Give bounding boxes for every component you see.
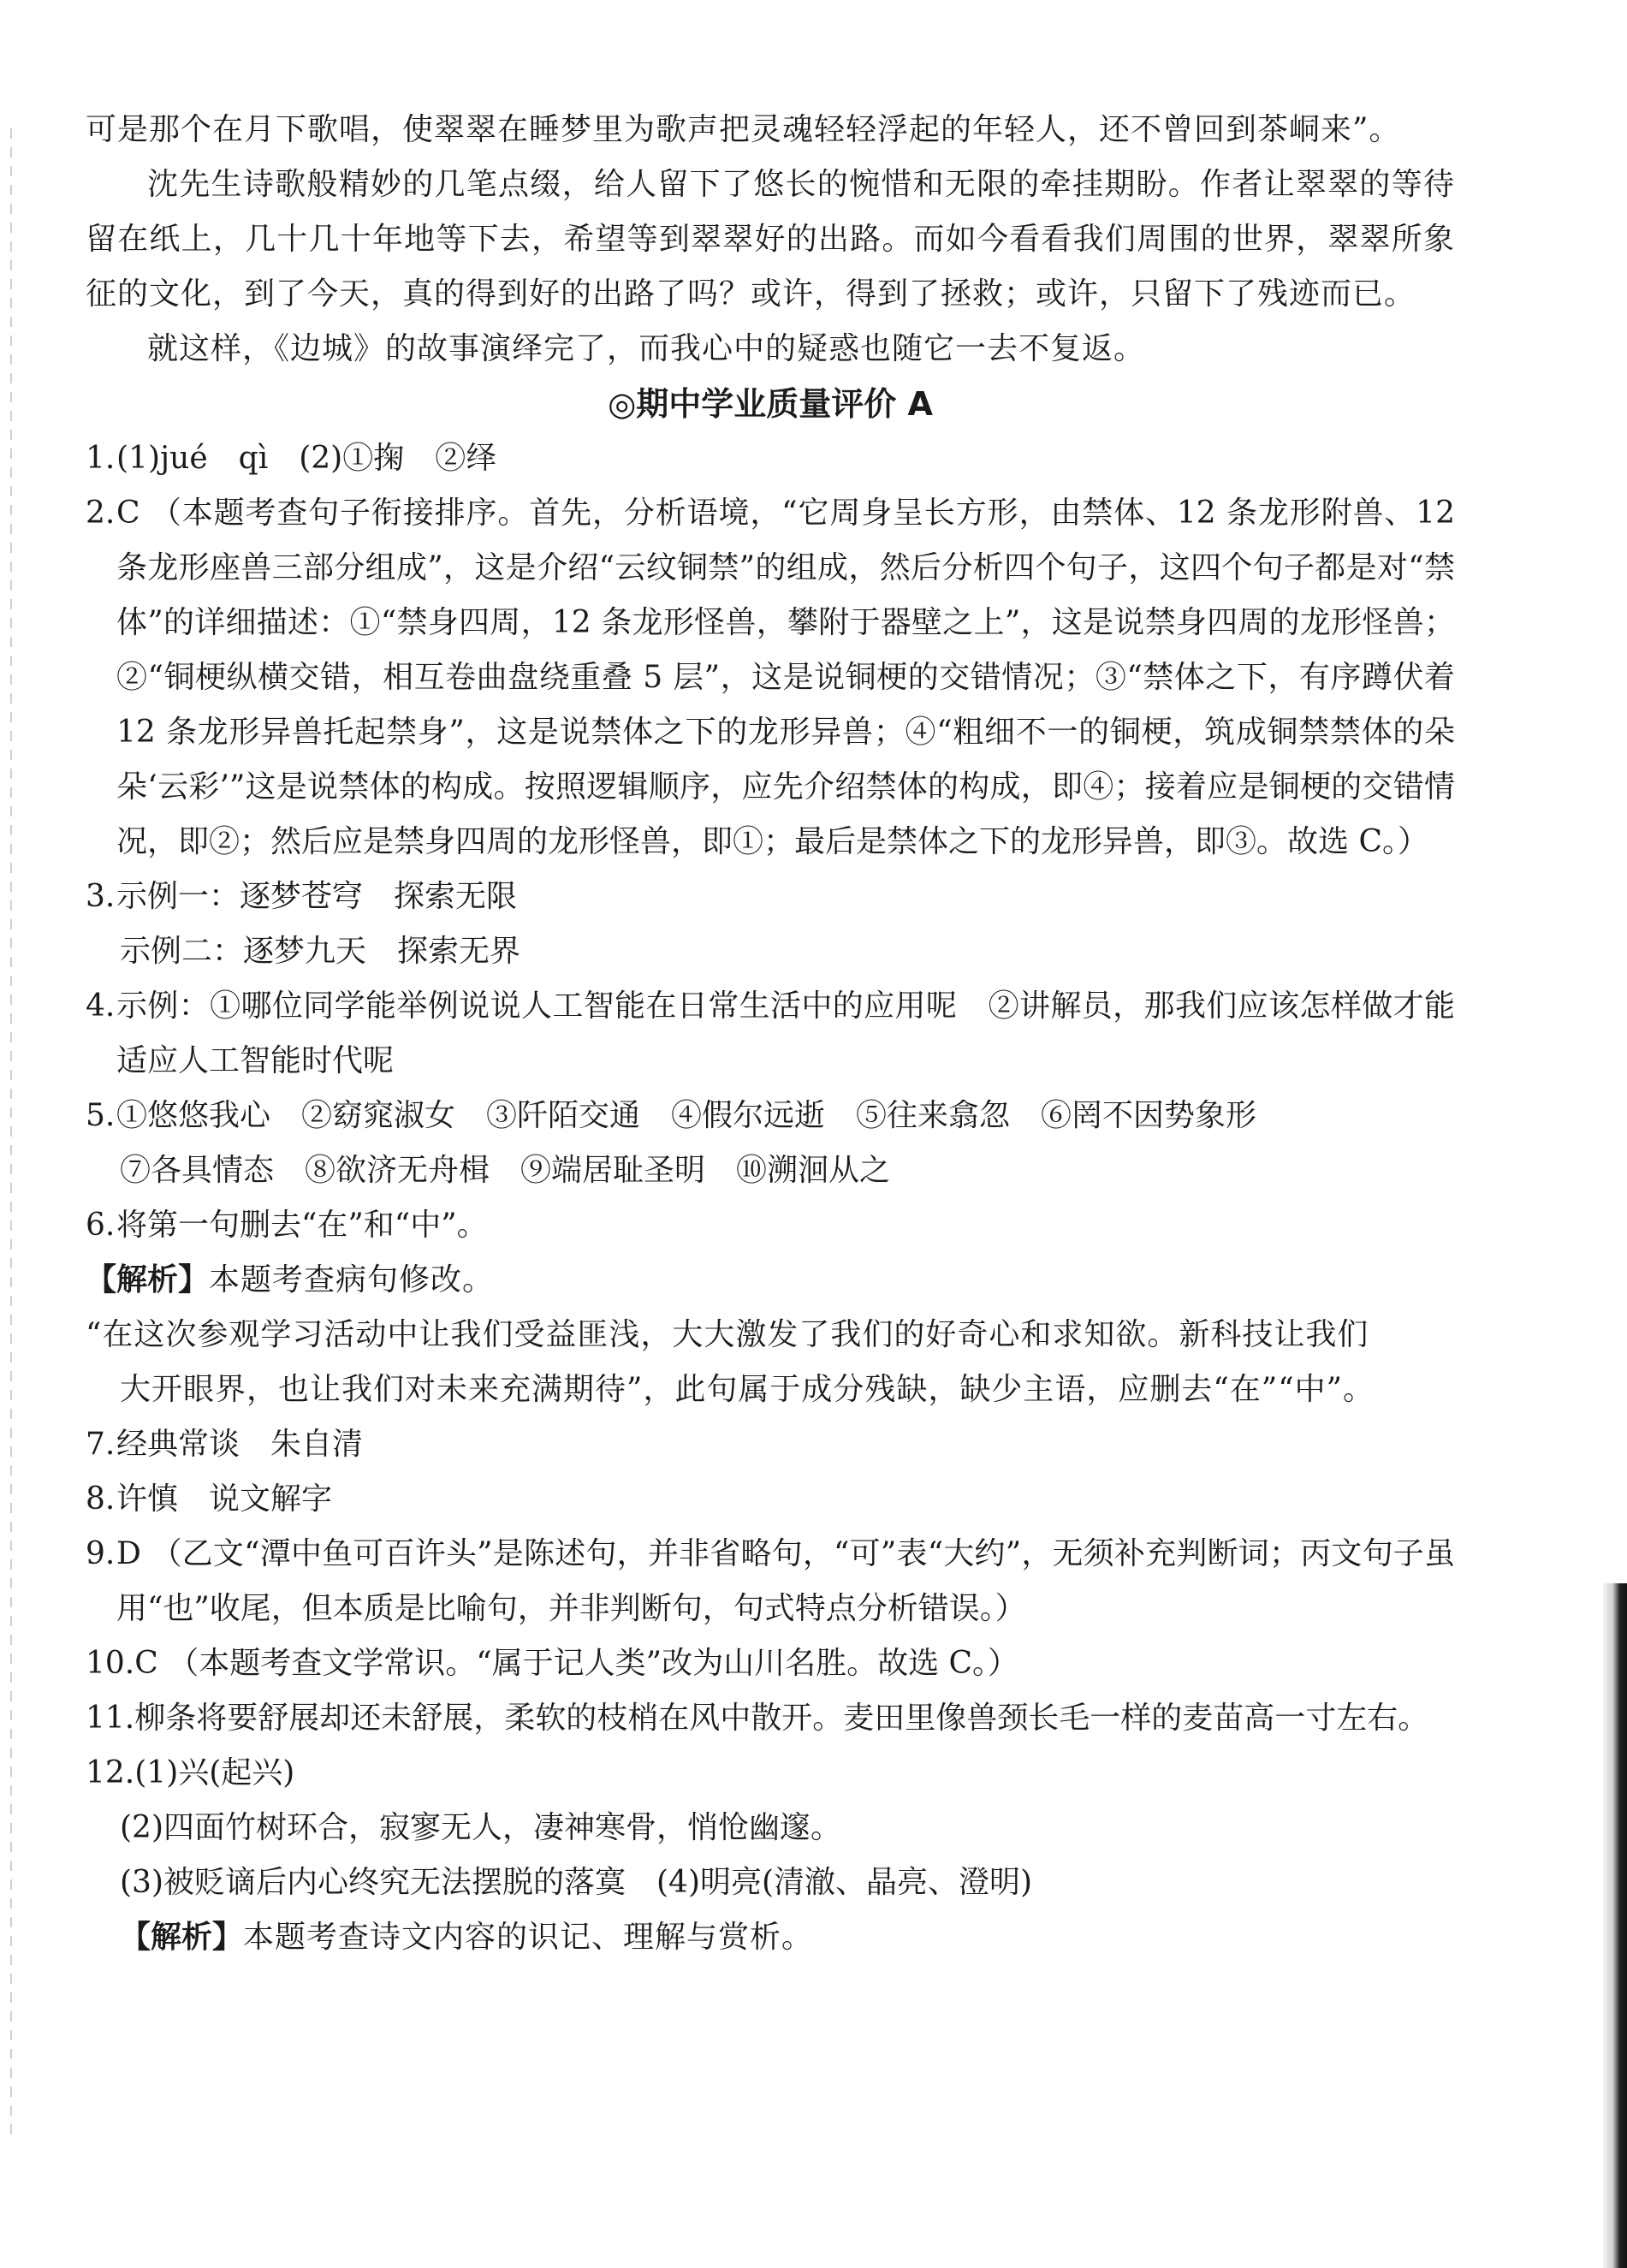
answer-number: 3. (86, 879, 116, 914)
answer-number: 1. (86, 441, 116, 476)
analysis-tag: 【解析】 (86, 1262, 210, 1297)
answer-text: 示例一：逐梦苍穹 探索无限 (116, 879, 518, 914)
answer-text: D （乙文“潭中鱼可百许头”是陈述句，并非省略句，“可”表“大约”，无须补充判断词；丙文句子虽用“也”收尾，但本质是比喻句，并非判断句，句式特点分析错误。） (116, 1536, 1455, 1626)
answer-item-11 (86, 1691, 1455, 1746)
answer-text: ①悠悠我心 ②窈窕淑女 ③阡陌交通 ④假尔远逝 ⑤往来翕忽 ⑥罔不因势象形 (116, 1098, 1257, 1133)
answer-item-7 (86, 1417, 1455, 1472)
answer-number: 12. (86, 1755, 135, 1790)
analysis-text: 本题考查诗文内容的识记、理解与赏析。 (243, 1920, 814, 1955)
answer-text: (1)jué qì (2)①掬 ②绎 (116, 441, 497, 476)
answer-number: 2. (86, 496, 116, 531)
analysis-12 (86, 1910, 1455, 1965)
answer-item-10 (86, 1636, 1455, 1691)
answer-text: 示例：①哪位同学能举例说说人工智能在日常生活中的应用呢 ②讲解员，那我们应该怎样做才能适应人工智能时代呢 (116, 989, 1455, 1078)
answer-text: 将第一句删去“在”和“中”。 (116, 1208, 488, 1243)
intro-paragraph-1: 可是那个在月下歌唱，使翠翠在睡梦里为歌声把灵魂轻轻浮起的年轻人，还不曾回到茶峒来”。 (86, 112, 1401, 147)
section-title: ◎期中学业质量评价 A (608, 385, 933, 423)
answer-item-6 (86, 1198, 1455, 1253)
answer-number: 10. (86, 1646, 135, 1681)
answer-item-12 (86, 1746, 1455, 1801)
answer-text: C （本题考查句子衔接排序。首先，分析语境，“它周身呈长方形，由禁体、12 条龙形附兽、12 条龙形座兽三部分组成”，这是介绍“云纹铜禁”的组成，然后分析四个句子，这四个句子都是对“禁体”的详细描述：①“禁身四周，12 条龙形怪兽，攀附于器壁之上”，这是说禁身四周的龙形怪兽；②“铜梗纵横交错，相互卷曲盘绕重叠 5 层”，这是说铜梗的交错情况；③“禁体之下，有序蹲伏着 12 条龙形异兽托起禁身”，这是说禁体之下的龙形异兽；④“粗细不一的铜梗，筑成铜禁禁体的朵朵‘云彩’”这是说禁体的构成。按照逻辑顺序，应先介绍禁体的构成，即④；接着应是铜梗的交错情况，即②；然后应是禁身四周的龙形怪兽，即①；最后是禁体之下的龙形异兽，即③。故选 C。） (116, 496, 1455, 859)
answer-number: 5. (86, 1098, 116, 1133)
answer-subline: (2)四面竹树环合，寂寥无人，凄神寒骨，悄怆幽邃。 (120, 1810, 841, 1845)
answer-text: C （本题考查文学常识。“属于记人类”改为山川名胜。故选 C。） (134, 1646, 1019, 1681)
answer-number: 6. (86, 1208, 116, 1243)
analysis-6 (86, 1253, 1455, 1308)
answer-item-9 (86, 1527, 1455, 1636)
answer-number: 4. (86, 989, 116, 1024)
answer-item-4 (86, 979, 1455, 1089)
answer-item-1 (86, 431, 1455, 486)
document-page (86, 103, 1455, 1965)
answer-subline: ⑦各具情态 ⑧欲济无舟楫 ⑨端居耻圣明 ⑩溯洄从之 (120, 1153, 891, 1188)
analysis-quote-line-1: “在这次参观学习活动中让我们受益匪浅，大大激发了我们的好奇心和求知欲。新科技让我们 (86, 1317, 1369, 1352)
answer-text: (1)兴(起兴) (134, 1755, 295, 1790)
answer-item-5 (86, 1089, 1455, 1143)
answer-text: 经典常谈 朱自清 (116, 1427, 364, 1462)
answer-item-3 (86, 870, 1455, 924)
answer-item-2 (86, 486, 1455, 870)
page-edge-left (10, 128, 12, 2140)
intro-paragraph-2: 沈先生诗歌般精妙的几笔点缀，给人留下了悠长的惋惜和无限的牵挂期盼。作者让翠翠的等待留在纸上，几十几十年地等下去，希望等到翠翠好的出路。而如今看看我们周围的世界，翠翠所象征的文化，到了今天，真的得到好的出路了吗？或许，得到了拯救；或许，只留下了残迹而已。 (86, 167, 1455, 312)
answer-number: 8. (86, 1481, 116, 1517)
answer-item-8 (86, 1472, 1455, 1527)
analysis-text: 本题考查病句修改。 (209, 1262, 495, 1297)
answer-number: 7. (86, 1427, 116, 1462)
intro-paragraph-3: 就这样，《边城》的故事演绎完了，而我心中的疑惑也随它一去不复返。 (147, 331, 1146, 366)
answer-number: 11. (86, 1701, 135, 1736)
answer-subline: (3)被贬谪后内心终究无法摆脱的落寞 (4)明亮(清澈、晶亮、澄明) (120, 1865, 1033, 1900)
page-edge-right (1603, 1583, 1627, 2268)
analysis-quote-line-2: 大开眼界，也让我们对未来充满期待”，此句属于成分残缺，缺少主语，应删去“在”“中”。 (120, 1372, 1375, 1407)
answer-text: 柳条将要舒展却还未舒展，柔软的枝梢在风中散开。麦田里像兽颈长毛一样的麦苗高一寸左右。 (134, 1701, 1429, 1736)
answer-subline: 示例二：逐梦九天 探索无界 (120, 934, 521, 969)
analysis-tag: 【解析】 (120, 1920, 244, 1955)
answer-number: 9. (86, 1536, 116, 1571)
answer-text: 许慎 说文解字 (116, 1481, 333, 1517)
